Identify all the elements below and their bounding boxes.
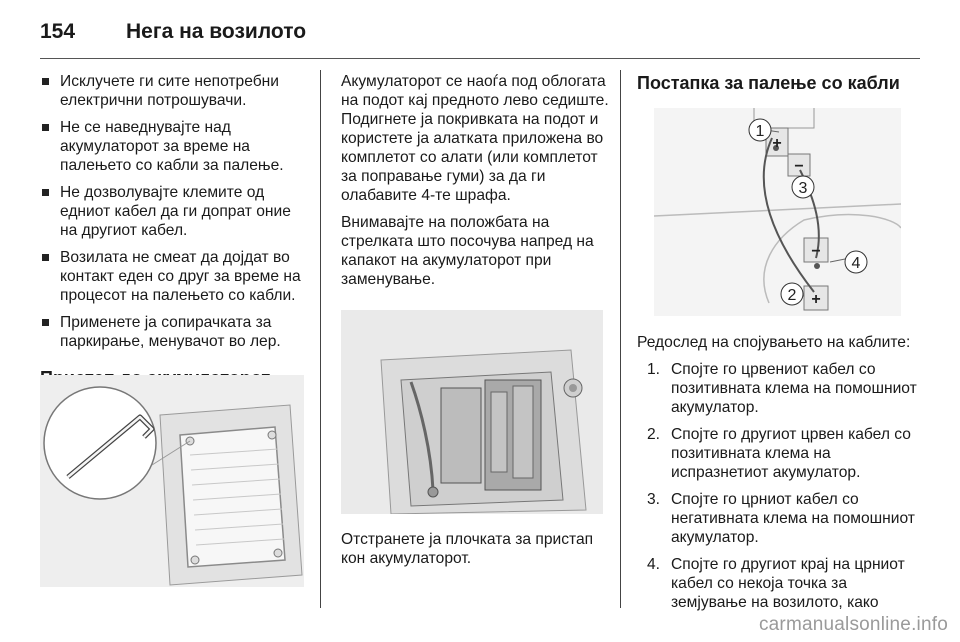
- diagram-label-2: 2: [787, 287, 797, 304]
- list-item: Применете ја сопирачката за паркирање, менувачот во лер.: [40, 313, 310, 351]
- step-number: 4.: [647, 556, 661, 573]
- jump-start-diagram: [654, 108, 901, 316]
- battery-compartment-illustration: [341, 310, 603, 514]
- step-text: Спојте го другиот црвен кабел со позитивната клема на испразнетиот акумулатор.: [671, 426, 911, 481]
- plus-terminal-bottom: +: [811, 291, 821, 308]
- floor-cover-illustration: [40, 375, 304, 587]
- minus-terminal-top: −: [794, 158, 804, 175]
- list-item: Исклучете ги сите непотребни електрични потрошувачи.: [40, 72, 310, 110]
- page-title: Нега на возилото: [126, 20, 307, 43]
- step-text: Спојте го црвениот кабел со позитивната клема на помошниот акумулатор.: [671, 361, 917, 416]
- list-item: Возилата не смеат да дојдат во контакт еден со друг за време на процесот на палењето со кабли.: [40, 248, 310, 305]
- figure-caption: Отстранете ја плочката за пристап кон акумулаторот.: [341, 531, 594, 567]
- header-rule: [40, 58, 920, 59]
- caption-block: [341, 530, 611, 576]
- battery-location-text: Акумулаторот се наоѓа под облогата на подот кај предното лево седиште. Подигнете ја покривката на подот и користете ја алатката приложена во комплетот со алати (или комплетот за поправање гуми) за да ги олабавите 4-те шрафа.: [341, 73, 609, 204]
- step-text: Спојте го другиот крај на црниот кабел со некоја точка за земјување на возилото, како: [671, 556, 905, 611]
- list-item: [647, 490, 917, 547]
- column-2: [341, 72, 611, 297]
- precautions-list: [40, 72, 310, 351]
- connection-order-block: [637, 333, 917, 620]
- list-item: Не се наведнувајте над акумулаторот за време на палењето со кабли за палење.: [40, 118, 310, 175]
- floor-cover-drawing: [40, 375, 304, 587]
- step-text: Спојте го црниот кабел со негативната клема на помошниот акумулатор.: [671, 491, 915, 546]
- plus-terminal-top: +: [772, 135, 782, 152]
- diagram-label-4: 4: [851, 255, 861, 272]
- battery-compartment-drawing: [341, 310, 603, 514]
- watermark: carmanualsonline.info: [758, 614, 948, 635]
- column-divider-1: [320, 70, 321, 608]
- diagram-label-3: 3: [798, 180, 808, 197]
- jump-start-heading: Постапка за палење со кабли: [637, 73, 900, 93]
- step-number: 3.: [647, 491, 661, 508]
- list-item: [647, 425, 917, 482]
- column-1: [40, 72, 310, 399]
- step-number: 1.: [647, 361, 661, 378]
- column-3: [637, 72, 917, 104]
- page-number: 154: [40, 20, 76, 43]
- minus-terminal-bottom: −: [811, 243, 821, 260]
- arrow-note-text: Внимавајте на положбата на стрелката што посочува напред на капакот на акумулаторот при заменување.: [341, 214, 594, 288]
- connection-steps: [637, 360, 917, 612]
- list-item: Не дозволувајте клемите од едниот кабел да ги допрат оние на другиот кабел.: [40, 183, 310, 240]
- list-item: [647, 555, 917, 612]
- column-divider-2: [620, 70, 621, 608]
- step-number: 2.: [647, 426, 661, 443]
- connection-order-intro: Редослед на спојувањето на каблите:: [637, 334, 911, 351]
- page-header: [40, 14, 920, 54]
- list-item: [647, 360, 917, 417]
- jump-start-drawing: [654, 108, 901, 316]
- diagram-label-1: 1: [755, 123, 765, 140]
